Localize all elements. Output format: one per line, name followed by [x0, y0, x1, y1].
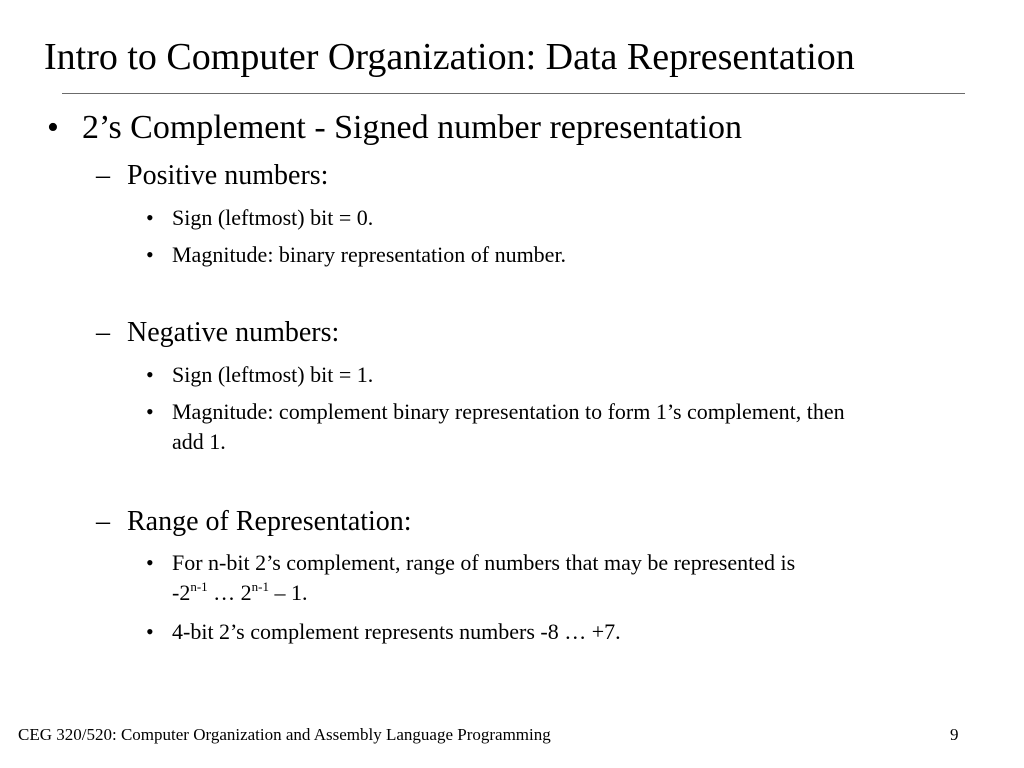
bullet-icon: •: [146, 242, 154, 267]
section-heading-text: Positive numbers:: [127, 160, 329, 191]
slide-number: 9: [950, 725, 959, 744]
list-item-text: Sign (leftmost) bit = 0.: [172, 205, 374, 230]
list-item: [146, 617, 986, 647]
footer-course-title: CEG 320/520: Computer Organization and Assembly Language Programming: [18, 725, 551, 744]
bullet-icon: •: [146, 399, 154, 424]
bullet-icon: •: [146, 550, 154, 575]
bullet-icon: •: [146, 205, 154, 230]
list-item-text: 4-bit 2’s complement represents numbers -8 … +7.: [172, 619, 621, 644]
list-item-text: Sign (leftmost) bit = 1.: [172, 362, 374, 387]
formula-exponent: n-1: [190, 579, 208, 594]
bullet-icon: •: [146, 619, 154, 644]
dash-icon: –: [96, 160, 110, 191]
list-item-text: Magnitude: binary representation of number.: [172, 242, 567, 267]
section-negative-heading: [96, 316, 339, 350]
list-item: [146, 397, 846, 457]
title-divider: [62, 93, 965, 94]
section-range-heading: [96, 505, 412, 539]
section-heading-text: Negative numbers:: [127, 317, 340, 348]
formula-middle: … 2: [207, 580, 252, 605]
formula-base: -2: [172, 580, 191, 605]
slide-title: Intro to Computer Organization: Data Representation: [44, 36, 855, 78]
main-bullet: [47, 107, 742, 149]
section-heading-text: Range of Representation:: [127, 506, 412, 537]
main-bullet-text: 2’s Complement - Signed number representation: [82, 109, 743, 146]
section-positive-heading: [96, 159, 328, 193]
list-item: [146, 360, 986, 390]
dash-icon: –: [96, 506, 110, 537]
list-item-text: [172, 548, 986, 608]
formula-end: – 1.: [269, 580, 308, 605]
list-item: [146, 548, 986, 608]
formula-exponent: n-1: [251, 579, 270, 594]
bullet-icon: •: [146, 362, 154, 387]
list-item: [146, 240, 986, 270]
list-item: [146, 203, 986, 233]
list-item-text: Magnitude: complement binary representation to form 1’s complement, then add 1.: [172, 399, 845, 454]
range-sentence: For n-bit 2’s complement, range of numbers that may be represented is: [172, 550, 796, 575]
dash-icon: –: [96, 317, 110, 348]
bullet-icon: •: [47, 109, 59, 146]
range-formula: [172, 580, 308, 605]
